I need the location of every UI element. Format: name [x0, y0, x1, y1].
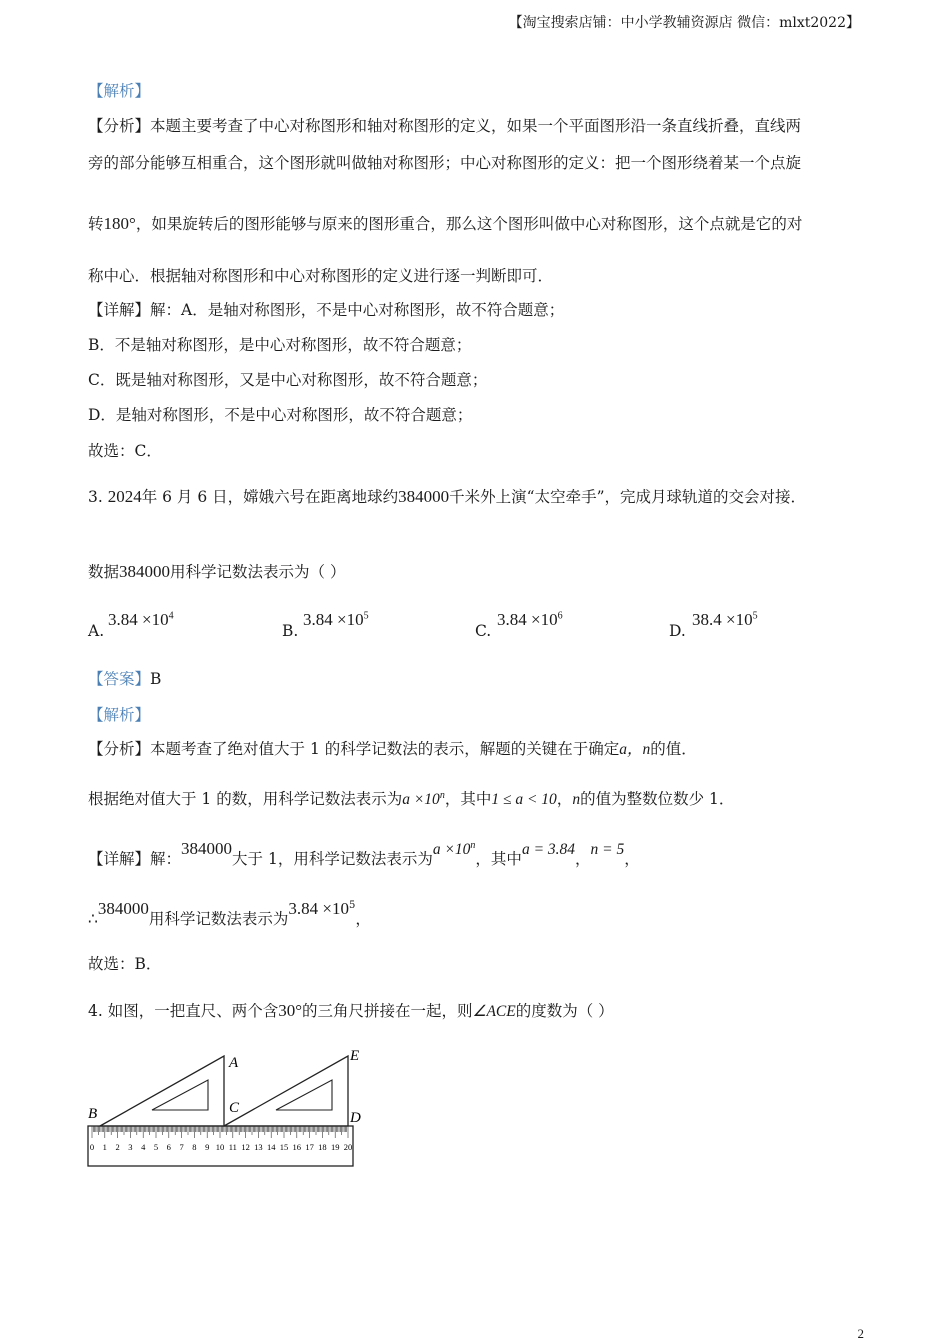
range: 1 ≤ a < 10	[491, 791, 557, 809]
fenxi-tag: 【分析】	[88, 740, 151, 758]
q2-fenxi-line1	[88, 115, 801, 137]
value: 3.84 ×10	[497, 610, 558, 629]
therefore-symbol: ∴	[88, 910, 98, 929]
point-c: C	[229, 1100, 240, 1116]
value: 3.84 ×10	[303, 610, 364, 629]
ruler-label: 17	[305, 1142, 314, 1152]
ruler-labels	[90, 1142, 352, 1152]
exp: 4	[168, 610, 174, 622]
triangle-1	[100, 1056, 224, 1126]
detail-tag: 【详解】	[88, 301, 151, 319]
text: 解：	[150, 850, 182, 869]
ruler-label: 16	[292, 1142, 302, 1152]
ruler-label: 14	[266, 1142, 276, 1152]
expr: a ×10	[402, 791, 440, 809]
q3-detail	[88, 839, 640, 871]
page-number: 2	[857, 1326, 864, 1341]
ruler-ticks	[92, 1126, 348, 1138]
year: 2024	[107, 487, 142, 506]
text: 用科学记数法表示为（ ）	[170, 563, 346, 581]
ruler-label: 3	[128, 1142, 133, 1152]
q3-fenxi	[88, 738, 697, 761]
n-var: n	[572, 791, 581, 809]
angle-ace: ∠ACE	[472, 1003, 516, 1020]
ruler-label: 10	[215, 1142, 225, 1152]
exp: 5	[752, 610, 758, 622]
number: 384000	[181, 839, 233, 859]
ruler-label: 18	[318, 1142, 327, 1152]
fenxi-tag: 【分析】	[88, 117, 151, 135]
ruler-label: 13	[254, 1142, 263, 1152]
text: ，其中	[475, 850, 522, 869]
ruler-label: 1	[102, 1142, 107, 1152]
text: 转	[88, 215, 104, 233]
q2-detail-line4: D．是轴对称图形，不是中心对称图形，故不符合题意；	[88, 406, 473, 424]
text: 本题考查了绝对值大于 1 的科学记数法的表示，解题的关键在于确定	[150, 740, 620, 758]
vars: a，n	[619, 741, 651, 758]
point-b: B	[88, 1106, 98, 1122]
text: 根据绝对值大于 1 的数，用科学记数法表示为	[88, 790, 403, 809]
ruler-label: 6	[166, 1142, 171, 1152]
option-b-label[interactable]: B.	[282, 622, 299, 640]
text: 数据	[88, 563, 120, 581]
value: 38.4 ×10	[692, 610, 753, 629]
ruler-label: 19	[330, 1142, 340, 1152]
fenxi-text: 本题主要考查了中心对称图形和轴对称图形的定义，如果一个平面图形沿一条直线折叠，直线两	[150, 117, 802, 135]
expr: a ×10	[432, 841, 471, 859]
option-c-label[interactable]: C.	[475, 622, 492, 640]
answer-value: B	[150, 670, 162, 688]
q3-stem-line2	[88, 561, 345, 583]
value: 3.84 ×10	[288, 899, 349, 919]
q2-fenxi-line4: 称中心．根据轴对称图形和中心对称图形的定义进行逐一判断即可．	[88, 267, 554, 285]
triangle-2	[224, 1056, 348, 1126]
q3-therefore	[88, 899, 371, 930]
text: 4. 如图，一把直尺、两个含	[88, 1002, 279, 1020]
q3-rule	[88, 785, 734, 811]
triangle-2-inner	[276, 1080, 332, 1110]
a-value: a = 3.84	[521, 841, 576, 859]
text: 千米外上演“太空牵手”，完成月球轨道的交会对接．	[449, 488, 807, 506]
text: ，	[355, 910, 371, 929]
ruler-label: 4	[141, 1142, 146, 1152]
q3-jiexi-label: 【解析】	[88, 706, 151, 724]
q2-detail-line1	[88, 299, 564, 321]
q2-detail-line2: B．不是轴对称图形，是中心对称图形，故不符合题意；	[88, 336, 472, 354]
ruler-label: 20	[343, 1142, 353, 1152]
ruler-label: 12	[241, 1142, 250, 1152]
q4-stem	[88, 1000, 614, 1023]
ruler-label: 15	[279, 1142, 289, 1152]
angle-30: 30°	[278, 1001, 303, 1020]
exp: 5	[348, 900, 356, 911]
detail-tag: 【详解】	[88, 850, 151, 869]
exp: n	[470, 840, 476, 851]
text: ，如果旋转后的图形能够与原来的图形重合，那么这个图形叫做中心对称图形，这个点就是它的对	[135, 215, 803, 233]
text: 解：A．是轴对称图形，不是中心对称图形，故不符合题意；	[150, 301, 565, 319]
text: 的三角尺拼接在一起，则	[302, 1002, 473, 1020]
ruler-label: 0	[89, 1142, 95, 1152]
text: 年 6 月 6 日，嫦娥六号在距离地球约	[141, 488, 399, 506]
text: 大于 1，用科学记数法表示为	[232, 850, 433, 869]
text: 的值．	[650, 740, 697, 758]
exp: 6	[557, 610, 563, 622]
q2-detail-line3: C．既是轴对称图形，又是中心对称图形，故不符合题意；	[88, 371, 488, 389]
q2-fenxi-line2: 旁的部分能够互相重合，这个图形就叫做轴对称图形；中心对称图形的定义：把一个图形绕着某一个点旋	[88, 154, 802, 172]
number: 384000	[119, 562, 171, 581]
option-c-value[interactable]	[497, 610, 563, 630]
distance: 384000	[398, 487, 450, 506]
option-d-value[interactable]	[692, 610, 758, 630]
point-e: E	[350, 1048, 360, 1064]
q2-choice: 故选：C．	[88, 442, 162, 460]
option-a-value[interactable]	[108, 610, 174, 630]
q3-stem-line1	[88, 486, 806, 508]
triangle-1-inner	[152, 1080, 208, 1110]
value: 3.84 ×10	[108, 610, 169, 629]
text: ，其中	[444, 790, 492, 809]
ruler-label: 9	[205, 1142, 210, 1152]
ruler-label: 11	[228, 1142, 237, 1152]
point-d: D	[350, 1110, 361, 1126]
q2-fenxi-line3	[88, 213, 802, 235]
q3-choice: 故选：B．	[88, 955, 162, 973]
option-d-label[interactable]: D.	[669, 622, 686, 640]
text: ，	[624, 850, 640, 869]
text: 用科学记数法表示为	[148, 910, 289, 929]
text: 的度数为（ ）	[515, 1002, 614, 1020]
page-header: 【淘宝搜索店铺：中小学教辅资源店 微信：mlxt2022】	[508, 15, 860, 31]
jiexi-label: 【解析】	[88, 82, 151, 100]
ruler-label: 8	[192, 1142, 197, 1152]
exp: 5	[363, 610, 369, 622]
ruler-label: 5	[153, 1142, 159, 1152]
answer-tag: 【答案】	[88, 670, 151, 688]
number: 384000	[97, 899, 149, 919]
text: 的值为整数位数少 1．	[580, 790, 735, 809]
ruler-label: 2	[115, 1142, 120, 1152]
exp: n	[439, 790, 445, 801]
ruler-triangles-figure	[84, 1040, 374, 1172]
angle-180: 180°	[103, 214, 136, 233]
text: ，	[556, 790, 573, 809]
q3-answer	[88, 668, 161, 690]
text: 3.	[88, 488, 108, 506]
option-b-value[interactable]	[303, 610, 369, 630]
point-a: A	[229, 1055, 239, 1071]
ruler-label: 7	[179, 1142, 184, 1152]
n-value: n = 5	[590, 841, 625, 859]
option-a-label[interactable]: A.	[88, 622, 105, 640]
text: ，	[575, 850, 591, 869]
